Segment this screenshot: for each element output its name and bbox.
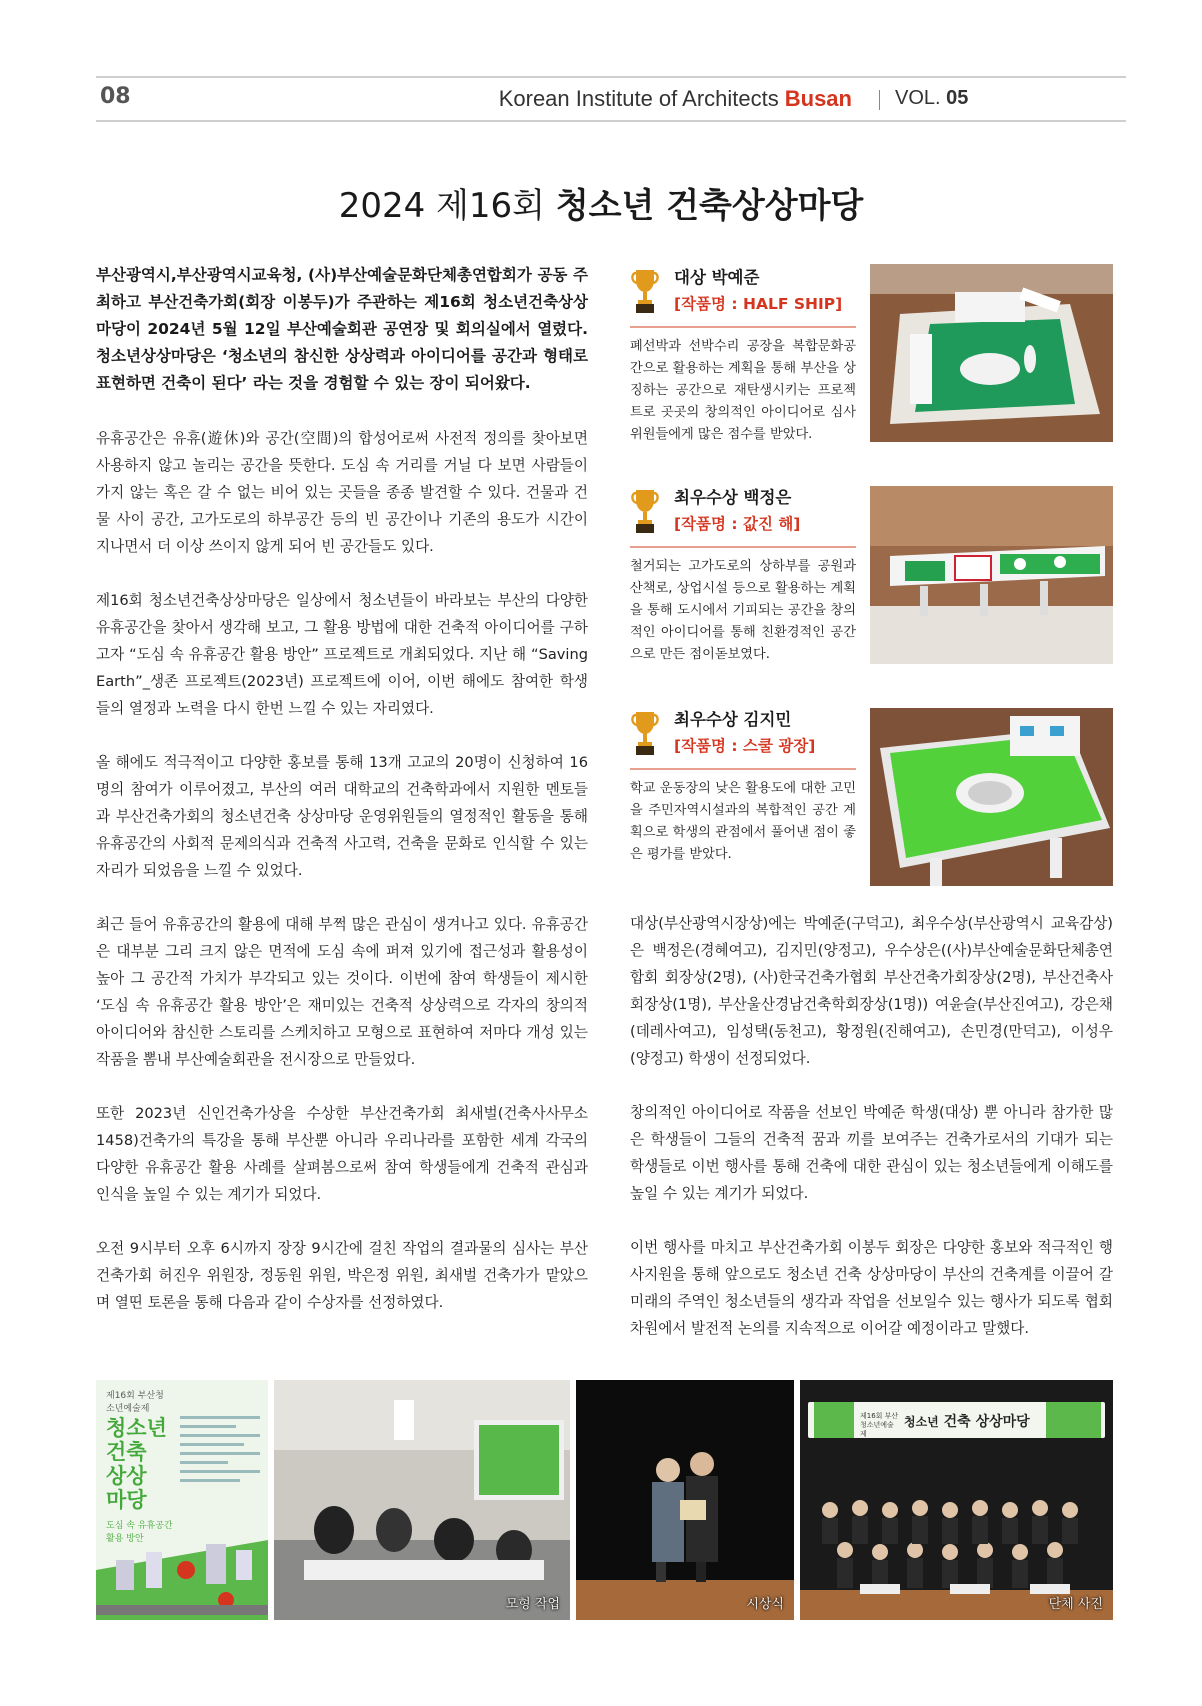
header-bottom-rule: [96, 120, 1126, 122]
photo-model-work-session: [274, 1380, 570, 1620]
award-name: 대상 박예준: [674, 268, 760, 287]
poster-subtitle: 도심 속 유휴공간 활용 방안: [106, 1521, 173, 1544]
poster-city-illustration: [96, 1530, 268, 1620]
photo-award-ceremony: [576, 1380, 794, 1620]
left-column: [96, 262, 588, 1343]
publication-title: [499, 86, 852, 112]
lead-paragraph: 부산광역시,부산광역시교육청, (사)부산예술문화단체총연합회가 공동 주최하고 부산건축가회(회장 이봉두)가 주관하는 제16회 청소년건축상상마당이 2024년 5월 12일 부산예술회관 공연장 및 회의실에서 열렸다. 청소년상상마당은 ‘청소년의 참신한 상상력과 아이디어를 공간과 형태로 표현하면 건축이 된다’ 라는 것을 경험할 수 있는 장이 되어왔다.: [96, 266, 588, 392]
body-paragraph: 유휴공간은 유휴(遊休)와 공간(空間)의 합성어로써 사전적 정의를 찾아보면 사용하지 않고 놀리는 공간을 뜻한다. 도심 속 거리를 거닐 다 보면 사람들이 가지 않는 혹은 갈 수 없는 비어 있는 곳들을 종종 발견할 수 있다. 건물과 건물 사이 공간, 고가도로의 하부공간 등의 빈 공간이나 기존의 용도가 시간이 지나면서 더 이상 쓰이지 않게 되어 빈 공간들도 있다.: [96, 430, 588, 555]
event-banner: [808, 1402, 1105, 1438]
publication-region: Busan: [784, 86, 852, 111]
trophy-icon: [630, 710, 660, 756]
award-divider: [630, 546, 856, 548]
photo-caption: 시상식: [746, 1597, 784, 1612]
article-title: [0, 178, 1202, 227]
body-paragraph: 대상(부산광역시장상)에는 박예준(구덕고), 최우수상(부산광역시 교육감상)은 백정은(경혜여고), 김지민(양정고), 우수상은((사)부산예술문화단체총연합회 회장상(2명), (사)한국건축가협회 부산건축가회장상(2명), 부산건축사회장상(1명), 부산울산경남건축학회장상(1명)) 여윤슬(부산진여고), 강은채(데레사여고), 임성택(동천고), 황정원(진해여고), 손민경(만덕고), 이성우(양정고) 학생이 선정되었다.: [630, 915, 1113, 1067]
banner-title-b: 건축 상상마당: [943, 1414, 1030, 1430]
publication-name: Korean Institute of Architects: [498, 86, 779, 111]
banner-title-a: 청소년: [904, 1415, 939, 1429]
photo-model-half-ship: [870, 264, 1113, 442]
photo-group: [800, 1380, 1113, 1620]
photo-caption: 모형 작업: [505, 1597, 560, 1612]
banner-title: [904, 1411, 1030, 1431]
award-work-title: [작품명 : HALF SHIP]: [674, 295, 843, 313]
body-paragraph: 올 해에도 적극적이고 다양한 홍보를 통해 13개 고교의 20명이 신청하여 16명의 참여가 이루어졌고, 부산의 여러 대학교의 건축학과에서 지원한 멘토들과 부산건축가회의 청소년건축 상상마당 운영위원들의 열정적인 활동을 통해 유휴공간의 사회적 문제의식과 건축적 사고력, 건축을 문화로 인식할 수 있는 자리가 되었음을 느낄 수 있었다.: [96, 754, 588, 879]
trophy-icon: [630, 268, 660, 314]
award-divider: [630, 768, 856, 770]
poster-title: [106, 1416, 167, 1512]
volume-prefix: VOL.: [895, 87, 941, 109]
body-paragraph: 제16회 청소년건축상상마당은 일상에서 청소년들이 바라보는 부산의 다양한 유휴공간을 찾아서 생각해 보고, 그 활용 방법에 대한 건축적 아이디어를 구하고자 “도심 속 유휴공간 활용 방안” 프로젝트로 개최되었다. 지난 해 “Saving Earth”_생존 프로젝트(2023년) 프로젝트에 이어, 이번 해에도 참여한 학생들의 열정과 노력을 다시 한번 느낄 수 있는 자리였다.: [96, 592, 588, 717]
header-separator: [879, 90, 880, 110]
poster-small-heading: 제16회 부산청소년예술제: [106, 1391, 164, 1414]
award-excellence-1: [630, 484, 856, 664]
right-column: [630, 910, 1113, 1369]
volume-number: 05: [946, 87, 969, 109]
award-description: 폐선박과 선박수리 공장을 복합문화공간으로 활용하는 계획을 통해 부산을 상징하는 공간으로 재탄생시키는 프로젝트로 곳곳의 창의적인 아이디어로 심사위원들에게 많은 점수를 받았다.: [630, 339, 856, 442]
award-divider: [630, 326, 856, 328]
award-work-title: [작품명 : 스쿨 광장]: [674, 737, 816, 755]
award-grand-prize: [630, 264, 856, 444]
body-paragraph: 오전 9시부터 오후 6시까지 장장 9시간에 걸친 작업의 결과물의 심사는 부산건축가회 허진우 위원장, 정동원 위원, 박은정 위원, 최새벌 건축가가 맡았으며 열띤 토론을 통해 다음과 같이 수상자를 선정하였다.: [96, 1240, 588, 1311]
award-name: 최우수상 김지민: [674, 710, 792, 729]
award-name: 최우수상 백정은: [674, 488, 792, 507]
event-poster: [96, 1380, 268, 1620]
title-main: 청소년 건축상상마당: [555, 186, 864, 226]
poster-title-line: 마당: [106, 1488, 147, 1512]
poster-title-line: 상상: [106, 1464, 147, 1488]
trophy-icon: [630, 488, 660, 534]
title-prefix: 2024 제16회: [338, 186, 546, 226]
award-description: 학교 운동장의 낮은 활용도에 대한 고민을 주민자역시설과의 복합적인 공간 계획으로 학생의 관점에서 풀어낸 점이 좋은 평가를 받았다.: [630, 781, 856, 862]
body-paragraph: 창의적인 아이디어로 작품을 선보인 박예준 학생(대상) 뿐 아니라 참가한 많은 학생들이 그들의 건축적 꿈과 끼를 보여주는 건축가로서의 기대가 되는 학생들로 이번 행사를 통해 건축에 대한 관심이 있는 청소년들에게 이해도를 높일 수 있는 계기가 되었다.: [630, 1104, 1113, 1202]
poster-title-line: 청소년: [106, 1416, 167, 1440]
poster-title-line: 건축: [106, 1440, 147, 1464]
banner-city-graphic: [1046, 1402, 1101, 1438]
award-description: 철거되는 고가도로의 상하부를 공원과 산책로, 상업시설 등으로 활용하는 계획을 통해 도시에서 기피되는 공간을 창의적인 아이디어를 통해 친환경적인 공간으로 만든 점이돋보였다.: [630, 559, 856, 662]
banner-small-text: 제16회 부산청소년예술제: [860, 1412, 899, 1438]
award-excellence-2: [630, 706, 856, 886]
body-paragraph: 또한 2023년 신인건축가상을 수상한 부산건축가회 최새벌(건축사사무소1458)건축가의 특강을 통해 부산뿐 아니라 우리나라를 포함한 세계 각국의 다양한 유휴공간 활용 사례를 살펴봄으로써 참여 학생들에게 건축적 관심과 인식을 높일 수 있는 계기가 되었다.: [96, 1105, 588, 1203]
photo-model-valuable-sun: [870, 486, 1113, 664]
header-top-rule: [96, 76, 1126, 78]
photo-caption: 단체 사진: [1048, 1597, 1103, 1612]
photo-model-school-plaza: [870, 708, 1113, 886]
award-work-title: [작품명 : 값진 해]: [674, 515, 801, 533]
poster-info-lines: [180, 1410, 260, 1488]
body-paragraph: 최근 들어 유휴공간의 활용에 대해 부쩍 많은 관심이 생겨나고 있다. 유휴공간은 대부분 그리 크지 않은 면적에 도심 속에 퍼져 있기에 접근성과 활용성이 높아 그 공간적 가치가 부각되고 있는 것이다. 이번에 참여 학생들이 제시한 ‘도심 속 유휴공간 활용 방안’은 재미있는 건축적 상상력으로 각자의 창의적 아이디어와 참신한 스토리를 스케치하고 모형으로 표현하여 저마다 개성 있는 작품을 뽐내 부산예술회관을 전시장으로 만들었다.: [96, 916, 588, 1068]
banner-city-graphic: [814, 1402, 854, 1438]
volume-label: [895, 87, 968, 110]
body-paragraph: 이번 행사를 마치고 부산건축가회 이봉두 회장은 다양한 홍보와 적극적인 행사지원을 통해 앞으로도 청소년 건축 상상마당이 부산의 건축계를 이끌어 갈 미래의 주역인 청소년들의 생각과 작업을 선보일수 있는 행사가 되도록 협회 차원에서 발전적 논의를 지속적으로 이어갈 예정이라고 말했다.: [630, 1239, 1113, 1337]
page-number: 08: [100, 84, 131, 109]
